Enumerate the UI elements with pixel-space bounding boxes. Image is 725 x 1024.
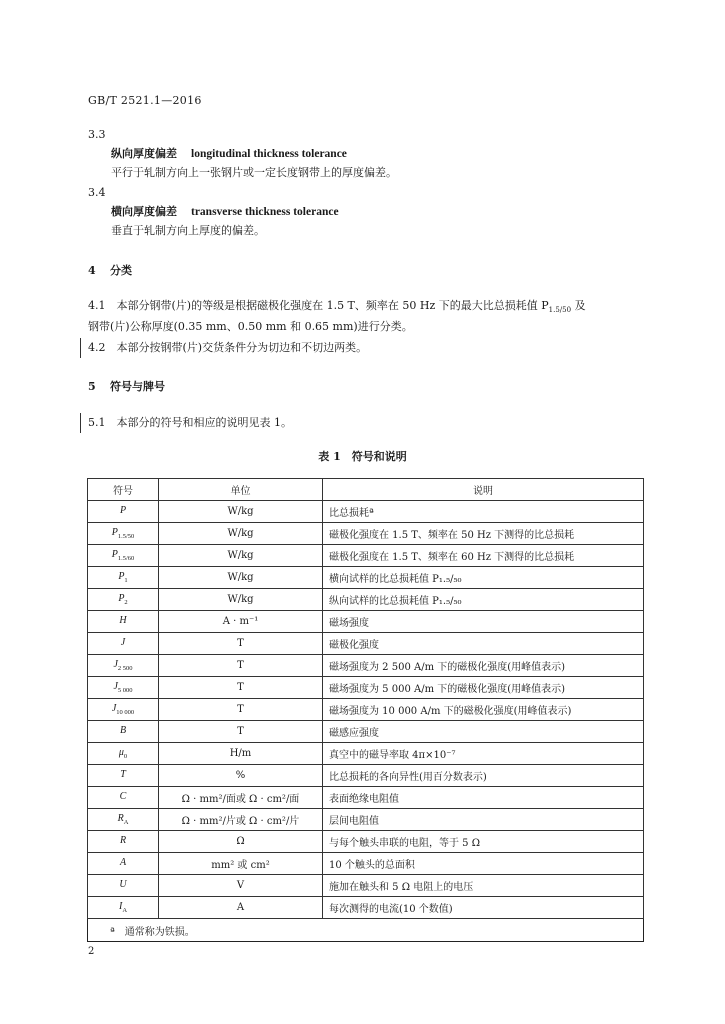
symbol-letter: I [118,901,123,912]
cell-symbol [88,765,159,787]
cell-unit: Ω · mm²/片或 Ω · cm²/片 [159,809,323,831]
cell-symbol [88,831,159,853]
change-bar [80,338,81,358]
clause-4-1-text-end: 及 [571,299,586,312]
cell-symbol [88,589,159,611]
cell-unit: T [159,633,323,655]
symbol-letter: P [111,527,118,538]
symbol-subscript: 2 [124,599,128,606]
cell-unit: W/kg [159,523,323,545]
term-zh: 纵向厚度偏差 [111,147,177,160]
cell-symbol [88,699,159,721]
cell-description: 磁极化强度 [323,633,644,655]
cell-symbol [88,633,159,655]
section-4-heading [88,264,132,278]
symbol-letter: J [111,703,117,714]
table-footnote: ª 通常称为铁损。 [88,919,644,942]
clause-3-3-number: 3.3 [88,128,106,141]
clause-4-1-line2: 钢带(片)公称厚度(0.35 mm、0.50 mm 和 0.65 mm)进行分类。 [88,320,413,333]
cell-unit: Ω · mm²/面或 Ω · cm²/面 [159,787,323,809]
standard-code: GB/T 2521.1—2016 [88,94,202,107]
table-caption: 表 1 符号和说明 [318,450,407,463]
term-zh: 横向厚度偏差 [111,205,177,218]
cell-description: 磁场强度为 2 500 A/m 下的磁极化强度(用峰值表示) [323,655,644,677]
cell-description: 磁场强度 [323,611,644,633]
cell-description: 表面绝缘电阻值 [323,787,644,809]
cell-unit: W/kg [159,501,323,523]
cell-symbol [88,787,159,809]
cell-description: 磁极化强度在 1.5 T、频率在 50 Hz 下测得的比总损耗 [323,523,644,545]
table-row [88,699,644,721]
table-row [88,743,644,765]
section-number: 5 [88,380,96,393]
cell-description: 磁极化强度在 1.5 T、频率在 60 Hz 下测得的比总损耗 [323,545,644,567]
clause-3-4-definition: 垂直于轧制方向上厚度的偏差。 [111,224,265,237]
cell-symbol [88,853,159,875]
table-footnote-row [88,919,644,942]
table-row [88,567,644,589]
symbol-letter: R [119,835,127,846]
clause-3-4-term [111,205,339,219]
cell-symbol [88,875,159,897]
symbol-letter: U [119,879,127,890]
cell-unit: % [159,765,323,787]
symbol-subscript: 5 000 [117,687,133,694]
table-body [88,501,644,919]
table-row [88,897,644,919]
symbol-letter: A [119,857,127,868]
symbol-letter: C [119,791,127,802]
cell-symbol [88,809,159,831]
cell-description: 层间电阻值 [323,809,644,831]
symbols-table [87,478,644,942]
clause-4-2: 4.2 本部分按钢带(片)交货条件分为切边和不切边两类。 [88,341,368,354]
symbol-subscript: 1 [124,577,128,584]
cell-unit: T [159,721,323,743]
symbol-letter: P [119,505,127,516]
symbol-letter: P [118,571,125,582]
symbol-subscript: 1.5/50 [548,306,572,315]
section-title: 符号与牌号 [110,380,165,393]
symbol-letter: J [113,659,118,670]
symbol-letter: J [120,637,126,648]
symbol-subscript: 1.5/60 [117,555,135,562]
cell-description: 磁感应强度 [323,721,644,743]
section-title: 分类 [110,264,132,277]
table-row [88,831,644,853]
clause-3-3-definition: 平行于轧制方向上一张钢片或一定长度钢带上的厚度偏差。 [111,166,397,179]
clause-3-4-number: 3.4 [88,186,106,199]
cell-symbol [88,501,159,523]
cell-symbol [88,545,159,567]
symbol-subscript: 10 000 [116,709,135,716]
cell-description: 横向试样的比总损耗值 P₁.₅/₅₀ [323,567,644,589]
symbol-letter: B [119,725,127,736]
table-row [88,523,644,545]
symbol-letter: μ [118,747,124,758]
cell-description: 磁场强度为 10 000 A/m 下的磁极化强度(用峰值表示) [323,699,644,721]
change-bar [80,413,81,433]
symbol-letter: P [118,593,125,604]
cell-description: 纵向试样的比总损耗值 P₁.₅/₅₀ [323,589,644,611]
table-row [88,633,644,655]
table-row [88,875,644,897]
cell-description: 与每个触头串联的电阻，等于 5 Ω [323,831,644,853]
clause-5-1: 5.1 本部分的符号和相应的说明见表 1。 [88,416,292,429]
cell-description: 比总损耗的各向异性(用百分数表示) [323,765,644,787]
cell-unit: W/kg [159,589,323,611]
clause-4-1-text: 4.1 本部分钢带(片)的等级是根据磁极化强度在 1.5 T、频率在 50 Hz 下的最大比总损耗值 P [88,299,549,312]
table-row [88,501,644,523]
cell-symbol [88,721,159,743]
cell-description: 10 个触头的总面积 [323,853,644,875]
section-number: 4 [88,264,96,277]
table-row [88,545,644,567]
cell-unit: V [159,875,323,897]
symbol-subscript: A [123,819,129,826]
table-row [88,853,644,875]
cell-symbol [88,567,159,589]
table-header-row [88,479,644,501]
cell-unit: T [159,677,323,699]
term-en: transverse thickness tolerance [191,206,339,218]
cell-symbol [88,655,159,677]
header-symbol: 符号 [88,479,159,501]
clause-4-1-line1 [88,299,586,317]
symbol-letter: R [117,813,124,824]
cell-unit: W/kg [159,567,323,589]
cell-symbol [88,677,159,699]
symbol-subscript: A [122,907,128,914]
cell-unit: W/kg [159,545,323,567]
table-row [88,765,644,787]
cell-symbol [88,743,159,765]
cell-description: 每次测得的电流(10 个数值) [323,897,644,919]
cell-unit: T [159,699,323,721]
cell-description: 比总损耗ª [323,501,644,523]
table-row [88,677,644,699]
cell-symbol [88,523,159,545]
table-row [88,787,644,809]
symbol-letter: H [119,615,127,626]
header-unit: 单位 [159,479,323,501]
table-row [88,589,644,611]
cell-symbol [88,611,159,633]
cell-unit: mm² 或 cm² [159,853,323,875]
symbol-subscript: 2 500 [117,665,133,672]
table-row [88,809,644,831]
cell-unit: H/m [159,743,323,765]
cell-unit: T [159,655,323,677]
term-en: longitudinal thickness tolerance [191,148,347,160]
cell-unit: A · m⁻¹ [159,611,323,633]
cell-unit: Ω [159,831,323,853]
page-number: 2 [88,946,95,957]
symbol-subscript: 0 [123,753,128,760]
table-row [88,655,644,677]
table-row [88,611,644,633]
symbol-letter: J [113,681,118,692]
cell-unit: A [159,897,323,919]
cell-description: 磁场强度为 5 000 A/m 下的磁极化强度(用峰值表示) [323,677,644,699]
table-row [88,721,644,743]
cell-symbol [88,897,159,919]
symbol-subscript: 1.5/50 [117,533,135,540]
clause-3-3-term [111,147,347,161]
cell-description: 施加在触头和 5 Ω 电阻上的电压 [323,875,644,897]
symbol-letter: P [111,549,118,560]
symbol-letter: T [120,769,126,780]
section-5-heading [88,380,165,394]
header-description: 说明 [323,479,644,501]
cell-description: 真空中的磁导率取 4π×10⁻⁷ [323,743,644,765]
